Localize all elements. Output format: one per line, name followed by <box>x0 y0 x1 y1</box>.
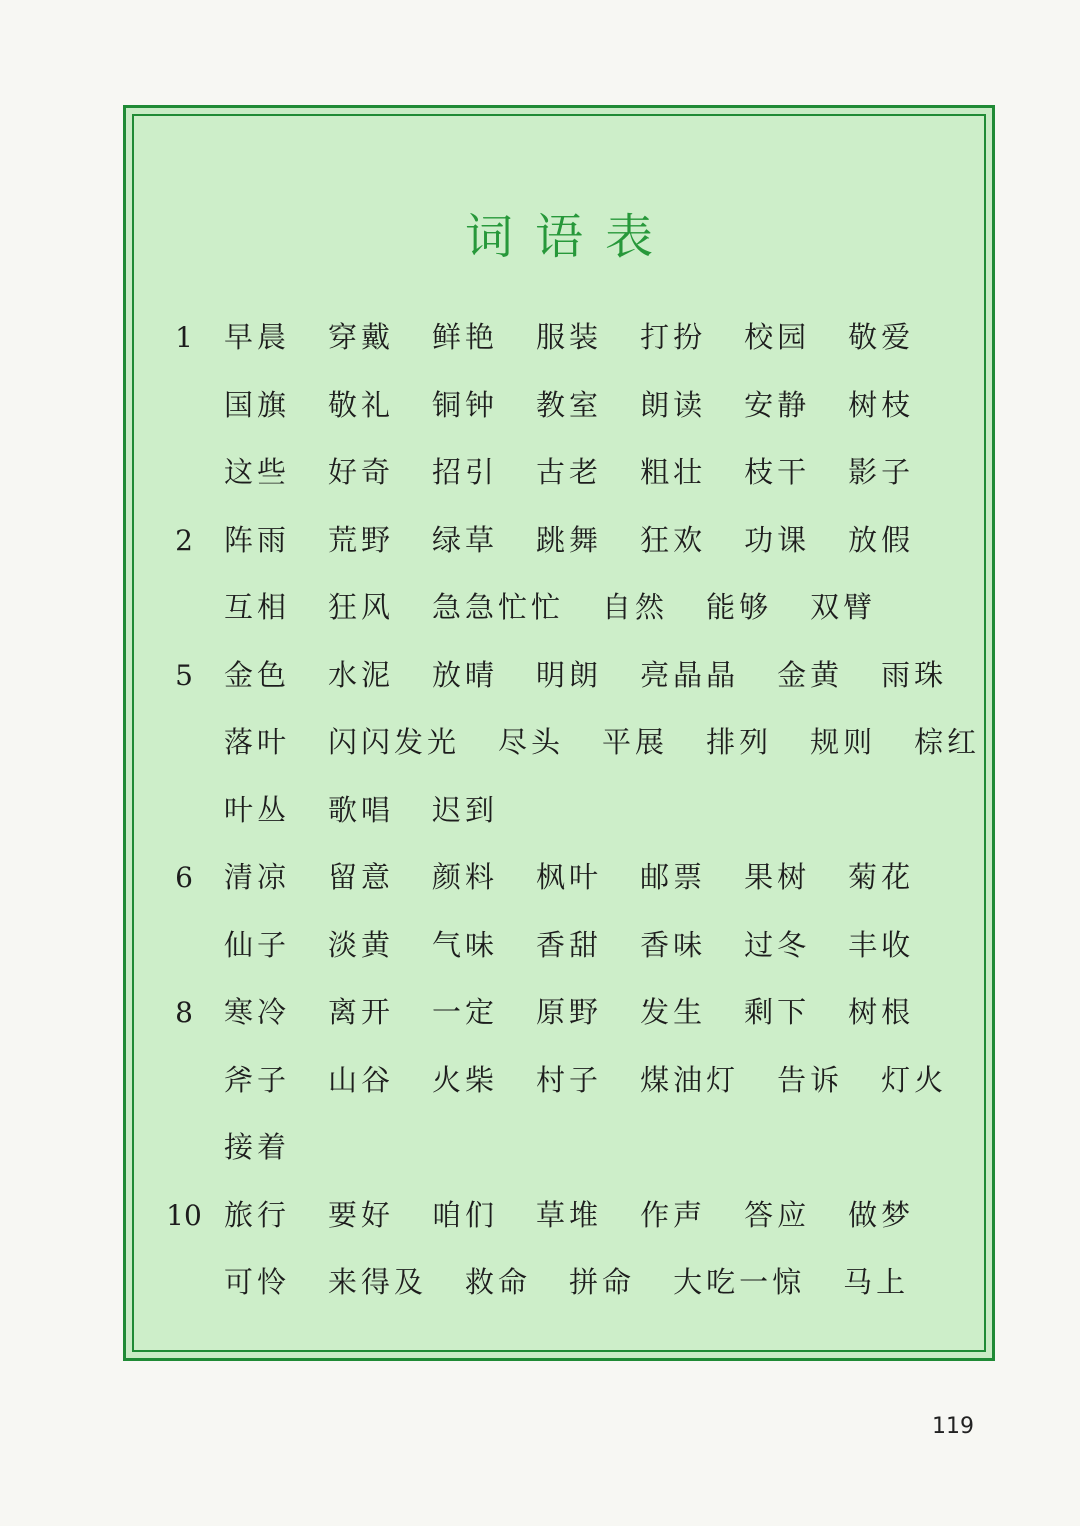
vocab-word: 过冬 <box>744 927 811 962</box>
vocab-line <box>164 979 974 1047</box>
page-title: 词语表 <box>464 209 675 265</box>
vocab-word: 救命 <box>465 1265 532 1299</box>
word-group <box>224 439 974 507</box>
vocabulary-frame-inner <box>132 114 986 1352</box>
vocab-word: 落叶 <box>224 725 291 759</box>
vocab-word: 好奇 <box>328 455 395 489</box>
vocab-word: 树枝 <box>848 387 915 422</box>
vocab-word: 狂风 <box>328 590 395 624</box>
vocab-word: 尽头 <box>498 725 565 759</box>
vocab-line <box>164 709 981 777</box>
vocab-word: 邮票 <box>640 860 707 894</box>
vocab-word: 双臂 <box>810 590 877 624</box>
vocab-word: 平展 <box>602 725 669 759</box>
vocab-word: 敬礼 <box>328 387 395 422</box>
vocab-word: 旅行 <box>224 1197 291 1232</box>
vocab-word: 清凉 <box>224 860 291 894</box>
vocab-line <box>164 507 974 575</box>
vocab-word: 接着 <box>224 1130 291 1164</box>
lesson-number: 6 <box>175 861 193 894</box>
vocab-word: 金黄 <box>777 657 844 692</box>
vocab-word: 仙子 <box>224 927 291 962</box>
vocab-word: 金色 <box>224 657 291 692</box>
word-group <box>224 709 981 777</box>
word-group <box>224 507 974 575</box>
vocab-word: 能够 <box>706 590 773 624</box>
vocab-word: 原野 <box>536 995 603 1029</box>
vocab-word: 要好 <box>328 1197 395 1232</box>
vocab-word: 影子 <box>848 455 915 489</box>
vocab-word: 香甜 <box>536 927 603 962</box>
word-group <box>224 912 974 980</box>
vocab-word: 迟到 <box>432 792 499 827</box>
vocab-word: 明朗 <box>536 657 603 692</box>
vocab-line <box>164 844 974 912</box>
vocab-word: 绿草 <box>432 522 499 557</box>
word-group <box>224 1182 974 1250</box>
vocab-word: 草堆 <box>536 1197 603 1232</box>
vocab-word: 鲜艳 <box>432 320 499 354</box>
vocab-word: 早晨 <box>224 320 291 354</box>
vocabulary-frame <box>123 105 995 1361</box>
word-group <box>224 979 974 1047</box>
word-group <box>224 1249 974 1317</box>
vocab-word: 离开 <box>328 995 395 1029</box>
vocab-word: 亮晶晶 <box>640 657 740 692</box>
vocab-word: 教室 <box>536 387 603 422</box>
vocab-word: 咱们 <box>432 1197 499 1232</box>
vocab-word: 马上 <box>843 1265 910 1299</box>
vocab-word: 安静 <box>744 387 811 422</box>
vocab-word: 枫叶 <box>536 860 603 894</box>
vocab-word: 村子 <box>536 1062 603 1097</box>
vocab-word: 叶丛 <box>224 792 291 827</box>
vocab-word: 留意 <box>328 860 395 894</box>
vocab-line <box>164 1114 974 1182</box>
vocab-word: 这些 <box>224 455 291 489</box>
vocab-word: 自然 <box>602 590 669 624</box>
vocab-word: 歌唱 <box>328 792 395 827</box>
vocab-word: 做梦 <box>848 1197 915 1232</box>
vocab-word: 煤油灯 <box>640 1062 740 1097</box>
vocab-line <box>164 574 974 642</box>
lesson-number: 5 <box>175 658 193 692</box>
vocab-word: 作声 <box>640 1197 707 1232</box>
word-group <box>224 1114 974 1182</box>
vocab-word: 剩下 <box>744 995 811 1029</box>
vocab-word: 淡黄 <box>328 927 395 962</box>
vocab-word: 来得及 <box>328 1265 428 1299</box>
vocab-word: 校园 <box>744 320 811 354</box>
vocab-word: 可怜 <box>224 1265 291 1299</box>
vocab-line <box>164 912 974 980</box>
word-group <box>224 304 974 372</box>
vocab-word: 火柴 <box>432 1062 499 1097</box>
vocab-word: 敬爱 <box>848 320 915 354</box>
vocab-word: 功课 <box>744 522 811 557</box>
vocab-line <box>164 1249 974 1317</box>
vocab-word: 寒冷 <box>224 995 291 1029</box>
vocab-word: 朗读 <box>640 387 707 422</box>
vocab-line <box>164 1047 974 1115</box>
vocab-word: 粗壮 <box>640 455 707 489</box>
vocab-word: 荒野 <box>328 522 395 557</box>
vocab-word: 古老 <box>536 455 603 489</box>
vocab-word: 发生 <box>640 995 707 1029</box>
vocab-word: 香味 <box>640 927 707 962</box>
lesson-number: 2 <box>175 523 193 557</box>
vocab-word: 气味 <box>432 927 499 962</box>
vocab-word: 放晴 <box>432 657 499 692</box>
word-group <box>224 642 974 710</box>
lesson-number: 8 <box>175 996 193 1029</box>
vocab-word: 大吃一惊 <box>673 1265 806 1299</box>
vocab-word: 枝干 <box>744 455 811 489</box>
vocab-word: 穿戴 <box>328 320 395 354</box>
lesson-number: 10 <box>166 1198 202 1232</box>
vocab-word: 棕红 <box>914 725 981 759</box>
word-group <box>224 372 974 440</box>
vocab-word: 水泥 <box>328 657 395 692</box>
vocab-line <box>164 372 974 440</box>
vocab-line <box>164 439 974 507</box>
vocab-line <box>164 304 974 372</box>
vocab-word: 雨珠 <box>881 657 948 692</box>
vocab-word: 树根 <box>848 995 915 1029</box>
vocab-word: 国旗 <box>224 387 291 422</box>
vocab-word: 打扮 <box>640 320 707 354</box>
vocab-word: 急急忙忙 <box>432 590 565 624</box>
vocab-word: 排列 <box>706 725 773 759</box>
word-group <box>224 777 974 845</box>
vocabulary-list <box>164 304 981 1317</box>
word-group <box>224 574 974 642</box>
vocab-word: 一定 <box>432 995 499 1029</box>
vocab-word: 铜钟 <box>432 387 499 422</box>
vocab-word: 告诉 <box>777 1062 844 1097</box>
vocab-word: 斧子 <box>224 1062 291 1097</box>
vocab-word: 放假 <box>848 522 915 557</box>
vocab-word: 狂欢 <box>640 522 707 557</box>
vocab-word: 答应 <box>744 1197 811 1232</box>
lesson-number: 1 <box>175 321 193 354</box>
word-group <box>224 844 974 912</box>
vocab-word: 跳舞 <box>536 522 603 557</box>
vocab-word: 颜料 <box>432 860 499 894</box>
vocab-line <box>164 1182 974 1250</box>
vocab-word: 互相 <box>224 590 291 624</box>
vocab-word: 招引 <box>432 455 499 489</box>
vocab-word: 灯火 <box>881 1062 948 1097</box>
vocab-word: 菊花 <box>848 860 915 894</box>
vocab-word: 拼命 <box>569 1265 636 1299</box>
vocab-line <box>164 642 974 710</box>
vocab-word: 山谷 <box>328 1062 395 1097</box>
word-group <box>224 1047 974 1115</box>
vocab-line <box>164 777 974 845</box>
vocab-word: 规则 <box>810 725 877 759</box>
page-number: 119 <box>932 1414 974 1439</box>
vocab-word: 丰收 <box>848 927 915 962</box>
vocab-word: 闪闪发光 <box>328 725 461 759</box>
vocab-word: 阵雨 <box>224 522 291 557</box>
vocab-word: 服装 <box>536 320 603 354</box>
vocab-word: 果树 <box>744 860 811 894</box>
